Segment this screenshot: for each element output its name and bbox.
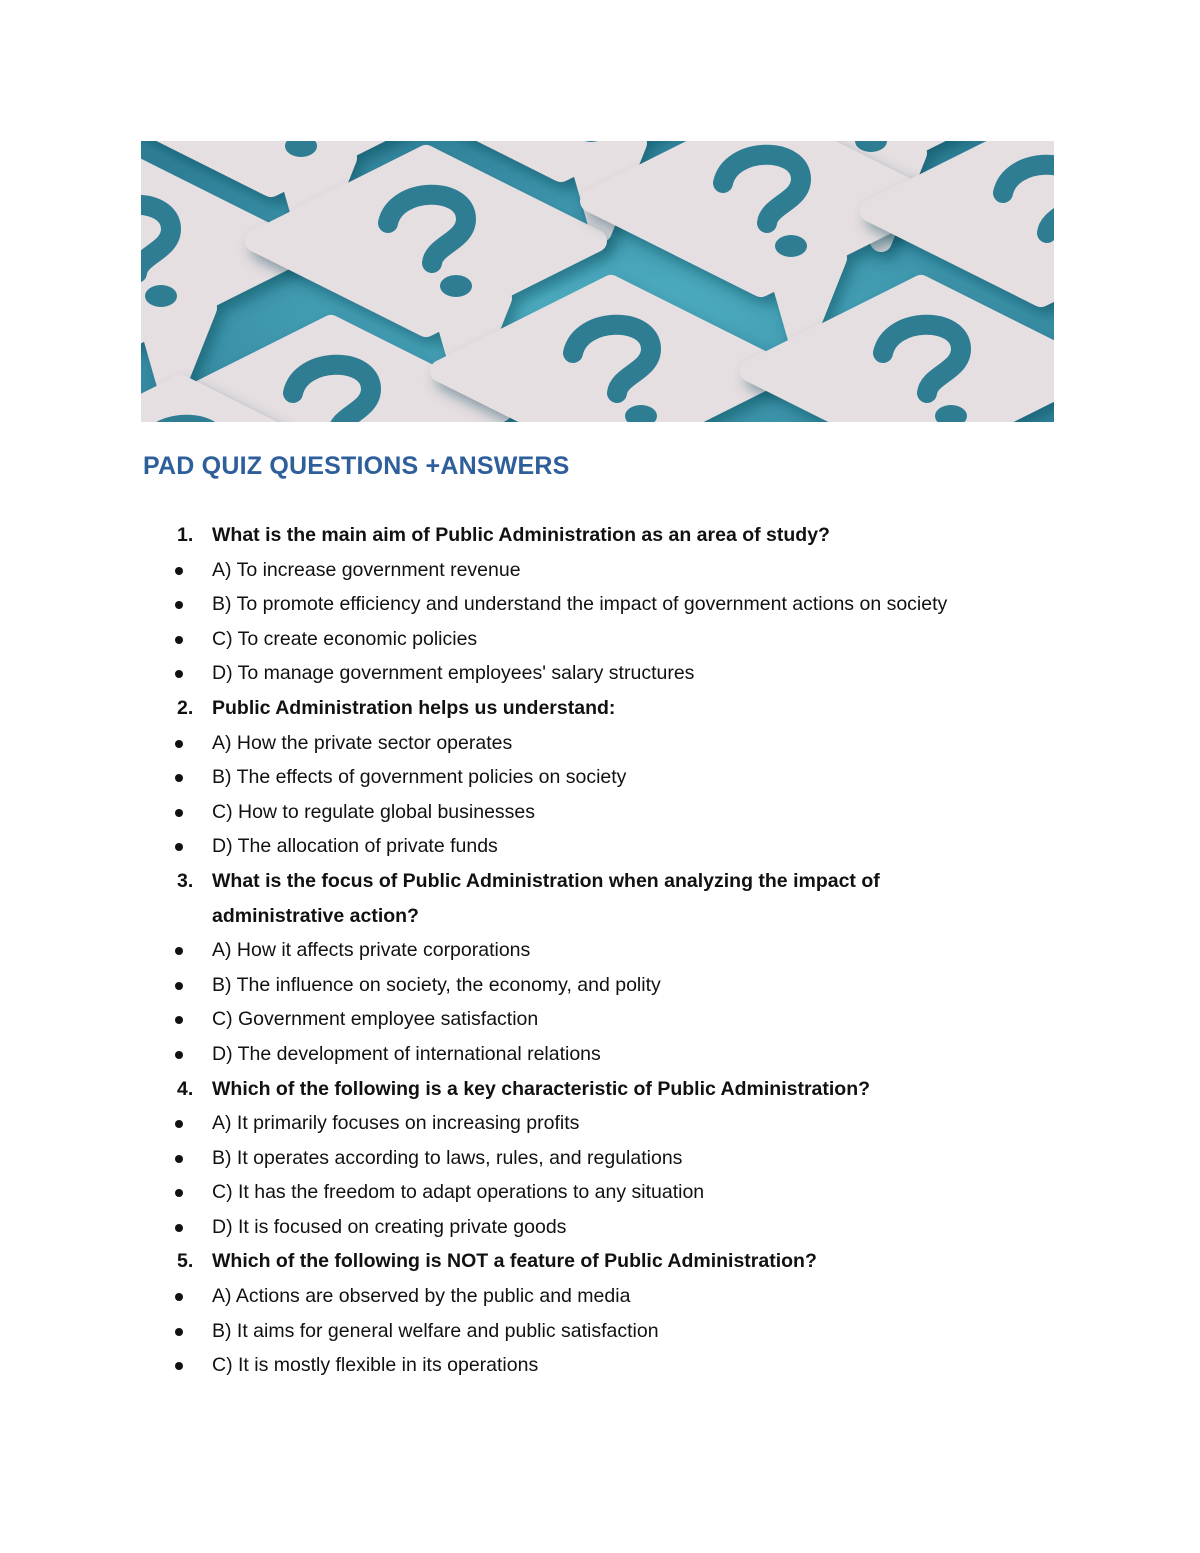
- question-4: [0, 1072, 1012, 1107]
- question-number: 3.: [177, 869, 194, 892]
- bullet-icon: [175, 1189, 183, 1197]
- bullet-icon: [175, 1120, 183, 1128]
- answer-option: [0, 1141, 1012, 1176]
- question-number: 2.: [177, 696, 194, 719]
- question-1: [0, 518, 1012, 553]
- question-number: 1.: [177, 524, 194, 546]
- answer-option: [0, 1002, 1012, 1037]
- bullet-icon: [175, 982, 183, 990]
- bullet-icon: [175, 1293, 183, 1301]
- bullet-icon: [175, 1016, 183, 1024]
- question-text: What is the main aim of Public Administration as an area of study?: [212, 524, 830, 546]
- question-3: [0, 864, 1012, 933]
- option-text: A) How it affects private corporations: [212, 939, 531, 962]
- option-text: D) The development of international relations: [212, 1042, 601, 1065]
- question-text: Which of the following is a key characteristic of Public Administration?: [212, 1077, 871, 1100]
- answer-option: [0, 553, 1012, 588]
- answer-option: [0, 1314, 1012, 1349]
- option-text: B) It aims for general welfare and public satisfaction: [212, 1319, 659, 1342]
- option-text: C) It has the freedom to adapt operations to any situation: [212, 1181, 705, 1204]
- option-text: C) It is mostly flexible in its operations: [212, 1354, 539, 1377]
- question-text: Which of the following is NOT a feature of Public Administration?: [212, 1250, 817, 1273]
- answer-option: [0, 656, 1012, 691]
- page-title: PAD QUIZ QUESTIONS +ANSWERS: [143, 452, 570, 480]
- answer-option: [0, 968, 1012, 1003]
- option-text: A) Actions are observed by the public and media: [212, 1285, 631, 1308]
- bullet-icon: [175, 1155, 183, 1163]
- bullet-icon: [175, 670, 183, 678]
- option-text: B) The effects of government policies on society: [212, 766, 627, 789]
- option-text: A) How the private sector operates: [212, 731, 513, 754]
- bullet-icon: [175, 567, 183, 575]
- question-text: Public Administration helps us understand:: [212, 696, 616, 719]
- answer-option: [0, 726, 1012, 761]
- answer-option: [0, 795, 1012, 830]
- answer-option: [0, 760, 1012, 795]
- question-5: [0, 1244, 1012, 1279]
- bullet-icon: [175, 774, 183, 782]
- option-text: C) To create economic policies: [212, 627, 478, 650]
- question-number: 5.: [177, 1250, 194, 1273]
- option-text: B) To promote efficiency and understand the impact of government actions on society: [212, 593, 948, 616]
- question-2: [0, 691, 1012, 726]
- bullet-icon: [175, 1362, 183, 1370]
- option-text: B) It operates according to laws, rules, and regulations: [212, 1146, 683, 1169]
- answer-option: [0, 1279, 1012, 1314]
- option-text: A) To increase government revenue: [212, 558, 521, 581]
- bullet-icon: [175, 1328, 183, 1336]
- bullet-icon: [175, 1051, 183, 1059]
- question-text: What is the focus of Public Administration when analyzing the impact of administrative action?: [212, 869, 880, 927]
- answer-option: [0, 1348, 1012, 1383]
- banner-image: [141, 141, 1054, 422]
- answer-option: [0, 622, 1012, 657]
- bullet-icon: [175, 740, 183, 748]
- answer-option: [0, 1037, 1012, 1072]
- question-bubbles-illustration: [141, 141, 1054, 422]
- bullet-icon: [175, 809, 183, 817]
- answer-option: [0, 829, 1012, 864]
- option-text: C) Government employee satisfaction: [212, 1008, 539, 1031]
- bullet-icon: [175, 843, 183, 851]
- quiz-list: [0, 518, 1200, 1383]
- question-number: 4.: [177, 1077, 194, 1100]
- option-text: D) To manage government employees' salary structures: [212, 662, 695, 685]
- answer-option: [0, 1106, 1012, 1141]
- bullet-icon: [175, 601, 183, 609]
- option-text: A) It primarily focuses on increasing profits: [212, 1112, 580, 1135]
- bullet-icon: [175, 947, 183, 955]
- option-text: C) How to regulate global businesses: [212, 800, 536, 823]
- option-text: D) It is focused on creating private goods: [212, 1215, 567, 1238]
- answer-option: [0, 933, 1012, 968]
- option-text: B) The influence on society, the economy, and polity: [212, 973, 661, 996]
- answer-option: [0, 1210, 1012, 1245]
- bullet-icon: [175, 1224, 183, 1232]
- bullet-icon: [175, 636, 183, 644]
- option-text: D) The allocation of private funds: [212, 835, 498, 858]
- answer-option: [0, 1175, 1012, 1210]
- answer-option: [0, 587, 1012, 622]
